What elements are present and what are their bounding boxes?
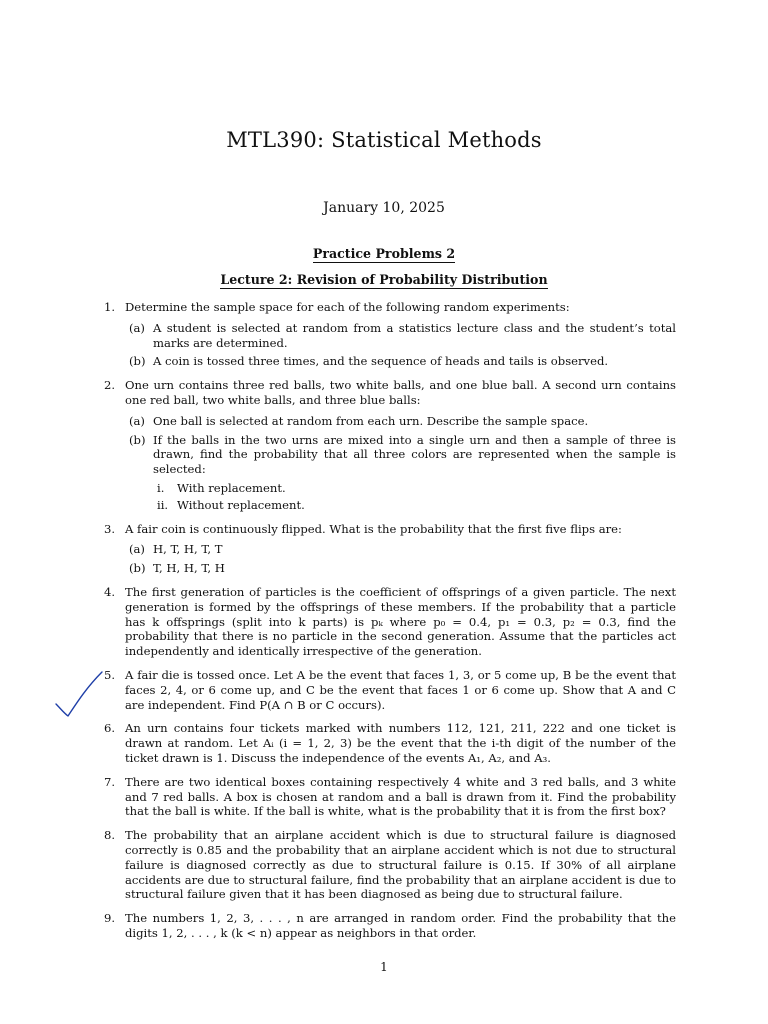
subpart-label: i. (157, 480, 165, 495)
problem-number: 8. (104, 828, 116, 843)
problem-text: A fair die is tossed once. Let A be the event that faces 1, 3, or 5 come up, B be the event that faces 2, 4, or 6 come up, and C be the event that faces 1 or 6 come up. Show that A and C are independent. Find P(A ∩ B or C occurs). (125, 667, 676, 712)
problem-text: The numbers 1, 2, 3, . . . , n are arranged in random order. Find the probability that the digits 1, 2, . . . , k (k < n) appear as neighbors in that order. (125, 911, 676, 940)
problem-4 (104, 585, 676, 659)
problem-number: 5. (104, 667, 116, 682)
problem-text: One urn contains three red balls, two white balls, and one blue ball. A second urn contains one red ball, two white balls, and three blue balls: (125, 378, 676, 407)
problem-number: 6. (104, 721, 116, 736)
problem-number: 1. (104, 300, 116, 314)
problem-number: 3. (104, 521, 116, 536)
problem-8 (104, 828, 676, 902)
subpart-text: With replacement. (177, 480, 286, 495)
problem-2 (104, 378, 676, 512)
problem-5 (104, 668, 676, 712)
part-label: (b) (129, 561, 146, 576)
section-subheading (0, 272, 768, 287)
problem-7 (104, 775, 676, 819)
part-label: (a) (129, 542, 145, 557)
problem-6 (104, 721, 676, 765)
document-date: January 10, 2025 (323, 200, 445, 216)
subpart-text: Without replacement. (177, 497, 305, 512)
problem-part (125, 414, 676, 429)
problem-part (125, 321, 676, 351)
section-heading-text: Practice Problems 2 (312, 246, 456, 261)
problem-number: 2. (104, 378, 116, 393)
problem-subpart (153, 481, 676, 496)
problem-list (104, 300, 676, 950)
problem-part (125, 433, 676, 513)
problem-1 (104, 300, 676, 369)
page-number: 1 (380, 960, 388, 974)
part-label: (a) (129, 320, 145, 335)
problem-part (125, 561, 676, 576)
section-heading (0, 246, 768, 261)
problem-text: Determine the sample space for each of the following random experiments: (125, 300, 570, 314)
part-text: A coin is tossed three times, and the sequence of heads and tails is observed. (153, 354, 609, 369)
problem-text: A fair coin is continuously flipped. What is the probability that the first five flips are: (125, 521, 622, 536)
subpart-label: ii. (157, 497, 169, 512)
problem-part (125, 354, 676, 369)
problem-number: 4. (104, 584, 116, 599)
problem-3 (104, 522, 676, 576)
handwritten-checkmark-icon (50, 666, 110, 722)
problem-part (125, 542, 676, 557)
part-text: T, H, H, T, H (153, 561, 225, 576)
problem-text: An urn contains four tickets marked with numbers 112, 121, 211, 222 and one ticket is drawn at random. Let Aᵢ (i = 1, 2, 3) be the event that the i-th digit of the number of the ticket drawn is 1. Discuss the independence of the events A₁, A₂, and A₃. (125, 721, 676, 765)
part-label: (b) (129, 354, 146, 369)
part-text: H, T, H, T, T (153, 542, 223, 557)
problem-subpart (153, 498, 676, 513)
problem-number: 7. (104, 774, 116, 789)
problem-text: There are two identical boxes containing respectively 4 white and 3 red balls, and 3 white and 7 red balls. A box is chosen at random and a ball is drawn from it. Find the probability that the ball is white. If the ball is white, what is the probability that it is from the first box? (125, 774, 676, 819)
problem-text: The first generation of particles is the coefficient of offsprings of a given particle. The next generation is formed by the offsprings of these members. If the probability that a particle has k offsprings (split into k parts) is pₖ where p₀ = 0.4, p₁ = 0.3, p₂ = 0.3, find the probability that there is no particle in the second generation. Assume that the particles act independently and identically irrespective of the generation. (125, 584, 676, 659)
part-text: One ball is selected at random from each urn. Describe the sample space. (153, 413, 589, 428)
problem-number: 9. (104, 911, 116, 926)
problem-9 (104, 911, 676, 941)
part-label: (b) (129, 432, 146, 447)
part-text: If the balls in the two urns are mixed into a single urn and then a sample of three is drawn, find the probability that all three colors are represented when the sample is selected: (153, 432, 676, 477)
problem-text: The probability that an airplane accident which is due to structural failure is diagnosed correctly is 0.85 and the probability that an airplane accident which is not due to structural failure is diagnosed correctly as due to structural failure is 0.15. If 30% of all airplane accidents are due to structural failure, find the probability that an airplane accident is due to structural failure given that it has been diagnosed as being due to structural failure. (125, 828, 676, 902)
part-text: A student is selected at random from a statistics lecture class and the student’s total marks are determined. (153, 320, 676, 350)
document-title: MTL390: Statistical Methods (226, 128, 542, 152)
part-label: (a) (129, 413, 145, 428)
section-subheading-text: Lecture 2: Revision of Probability Distribution (220, 272, 548, 287)
